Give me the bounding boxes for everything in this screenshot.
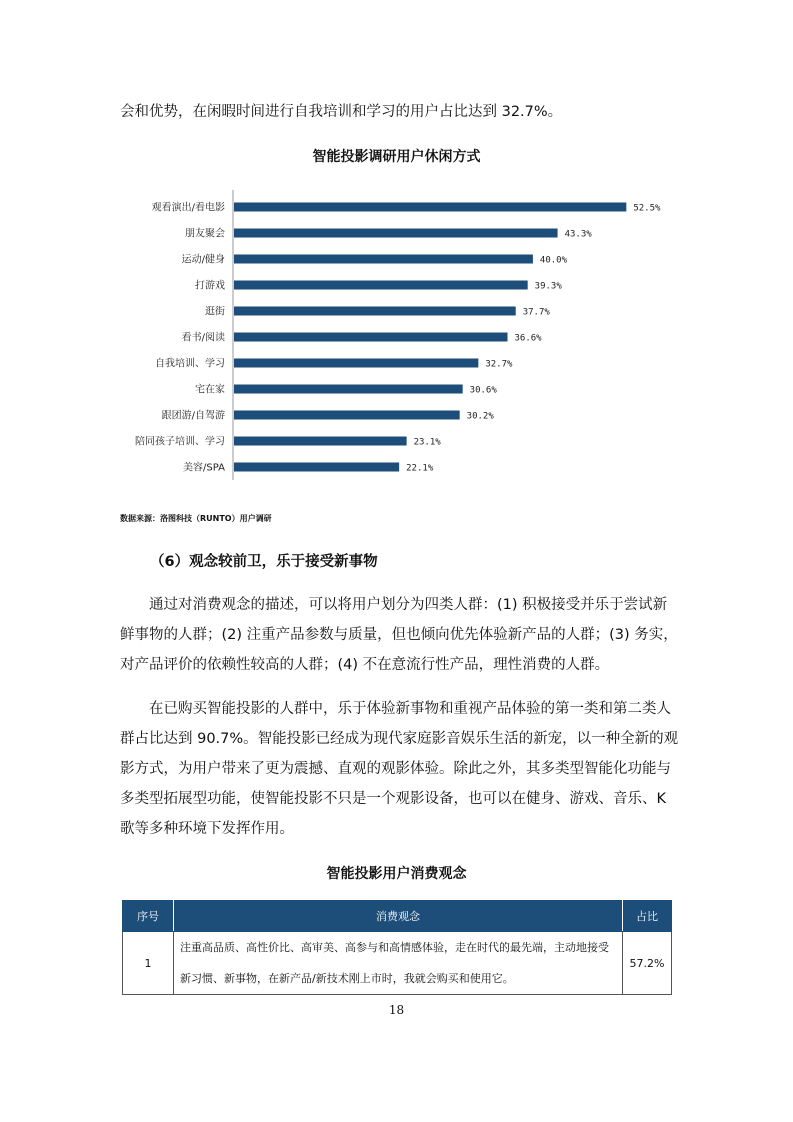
value-label: 32.7% [485,359,513,370]
bar [234,255,533,264]
category-label: 自我培训、学习 [155,358,225,370]
value-label: 22.1% [406,463,434,474]
category-label: 打游戏 [195,280,225,292]
bar [234,281,528,290]
row-concept: 注重高品质、高性价比、高审美、高参与和高情感体验，走在时代的最先端，主动地接受新习惯、新事物，在新产品/新技术刚上市时，我就会购买和使用它。 [174,932,623,995]
table-row [123,932,672,995]
row-no: 1 [123,932,174,995]
header-concept: 消费观念 [174,901,623,932]
category-label: 逛街 [205,306,225,318]
intro-text: 会和优势，在闲暇时间进行自我培训和学习的用户占比达到 32.7%。 [120,104,563,120]
value-label: 36.6% [514,333,542,344]
category-label: 美容/SPA [183,462,225,474]
value-label: 40.0% [539,255,568,266]
value-label: 39.3% [534,281,562,292]
category-label: 朋友聚会 [185,228,225,240]
category-label: 运动/健身 [181,254,225,266]
section-heading: （6）观念较前卫，乐于接受新事物 [150,554,378,570]
bar [234,411,460,420]
category-label: 宅在家 [195,384,225,396]
bar [234,229,558,238]
bar [234,359,478,368]
paragraph-consumer-groups: 通过对消费观念的描述，可以将用户划分为四类人群：(1) 积极接受并乐于尝试新鲜事物的人群；(2) 注重产品参数与质量，但也倾向优先体验新产品的人群；(3) 务实，对产品评价的依赖性较高的人群；(4) 不在意流行性产品，理性消费的人群。 [120,597,678,673]
value-label: 23.1% [413,437,441,448]
chart-title: 智能投影调研用户休闲方式 [312,149,481,165]
value-label: 37.7% [522,307,550,318]
category-label: 跟团游/自驾游 [161,410,225,422]
value-label: 43.3% [564,229,592,240]
consumption-concept-table [122,900,672,995]
leisure-bar-chart [120,190,680,490]
data-source: 数据来源：洛图科技（RUNTO）用户调研 [120,514,272,523]
category-label: 看书/阅读 [181,332,225,344]
paragraph-purchase-analysis: 在已购买智能投影的人群中，乐于体验新事物和重视产品体验的第一类和第二类人群占比达到 90.7%。智能投影已经成为现代家庭影音娱乐生活的新宠，以一种全新的观影方式，为用户带来了更为震撼、直观的观影体验。除此之外，其多类型智能化功能与多类型拓展型功能，使智能投影不只是一个观影设备，也可以在健身、游戏、音乐、K 歌等多种环境下发挥作用。 [120,701,679,837]
bar [234,203,626,212]
value-label: 30.6% [469,385,497,396]
value-label: 52.5% [633,203,661,214]
category-label: 观看演出/看电影 [151,202,225,214]
row-share: 57.2% [623,932,672,995]
bar [234,385,463,394]
header-no: 序号 [123,901,174,932]
page-number: 18 [388,1003,405,1017]
header-share: 占比 [623,901,672,932]
bar [234,307,516,316]
table-header-row [123,901,672,932]
value-label: 30.2% [466,411,494,422]
table-title: 智能投影用户消费观念 [326,866,467,882]
bar [234,463,399,472]
bar [234,333,508,342]
bar [234,437,407,446]
category-label: 陪同孩子培训、学习 [135,436,225,448]
